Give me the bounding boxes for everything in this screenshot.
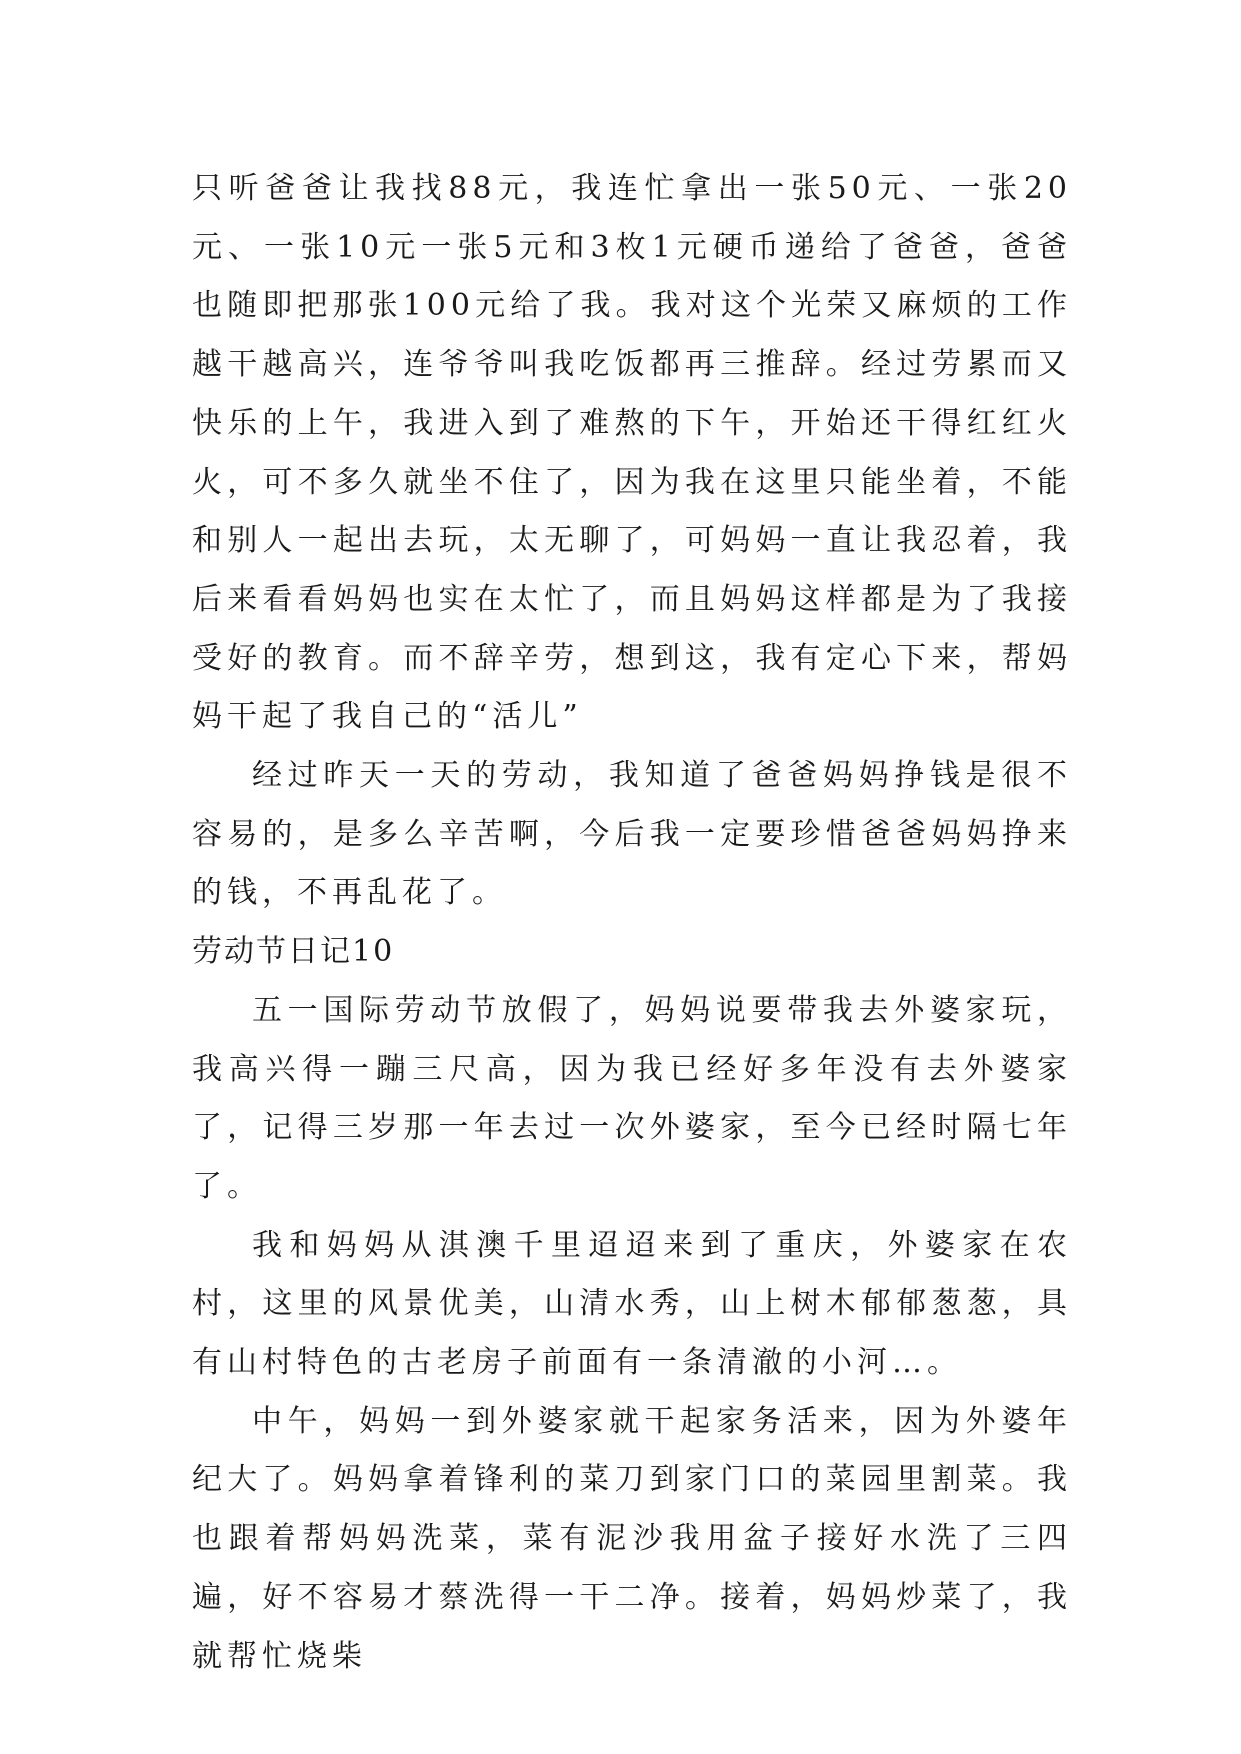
paragraph-continuation: 只听爸爸让我找88元，我连忙拿出一张50元、一张20元、一张10元一张5元和3枚1元硬币递给了爸爸，爸爸也随即把那张100元给了我。我对这个光荣又麻烦的工作越干越高兴，连爷爷叫我吃饭都再三推辞。经过劳累而又快乐的上午，我进入到了难熬的下午，开始还干得红红火火，可不多久就坐不住了，因为我在这里只能坐着，不能和别人一起出去玩，太无聊了，可妈妈一直让我忍着，我后来看看妈妈也实在太忙了，而且妈妈这样都是为了我接受好的教育。而不辞辛劳，想到这，我有定心下来，帮妈妈干起了我自己的“活儿”	[192, 171, 1072, 735]
paragraph-noon: 中午，妈妈一到外婆家就干起家务活来，因为外婆年纪大了。妈妈拿着锋利的菜刀到家门口的菜园里割菜。我也跟着帮妈妈洗菜，菜有泥沙我用盆子接好水洗了三四遍，好不容易才蔡洗得一干二净。接着，妈妈炒菜了，我就帮忙烧柴	[192, 1403, 1072, 1674]
paragraph-conclusion: 经过昨天一天的劳动，我知道了爸爸妈妈挣钱是很不容易的，是多么辛苦啊，今后我一定要珍惜爸爸妈妈挣来的钱，不再乱花了。	[192, 758, 1072, 911]
section-title: 劳动节日记10	[192, 934, 395, 970]
paragraph-journey: 我和妈妈从淇澳千里迢迢来到了重庆，外婆家在农村，这里的风景优美，山清水秀，山上树木郁郁葱葱，具有山村特色的古老房子前面有一条清澈的小河…。	[192, 1227, 1072, 1381]
paragraph-holiday: 五一国际劳动节放假了，妈妈说要带我去外婆家玩，我高兴得一蹦三尺高，因为我已经好多年没有去外婆家了，记得三岁那一年去过一次外婆家，至今已经时隔七年了。	[192, 992, 1072, 1204]
document-page	[192, 160, 1072, 1686]
